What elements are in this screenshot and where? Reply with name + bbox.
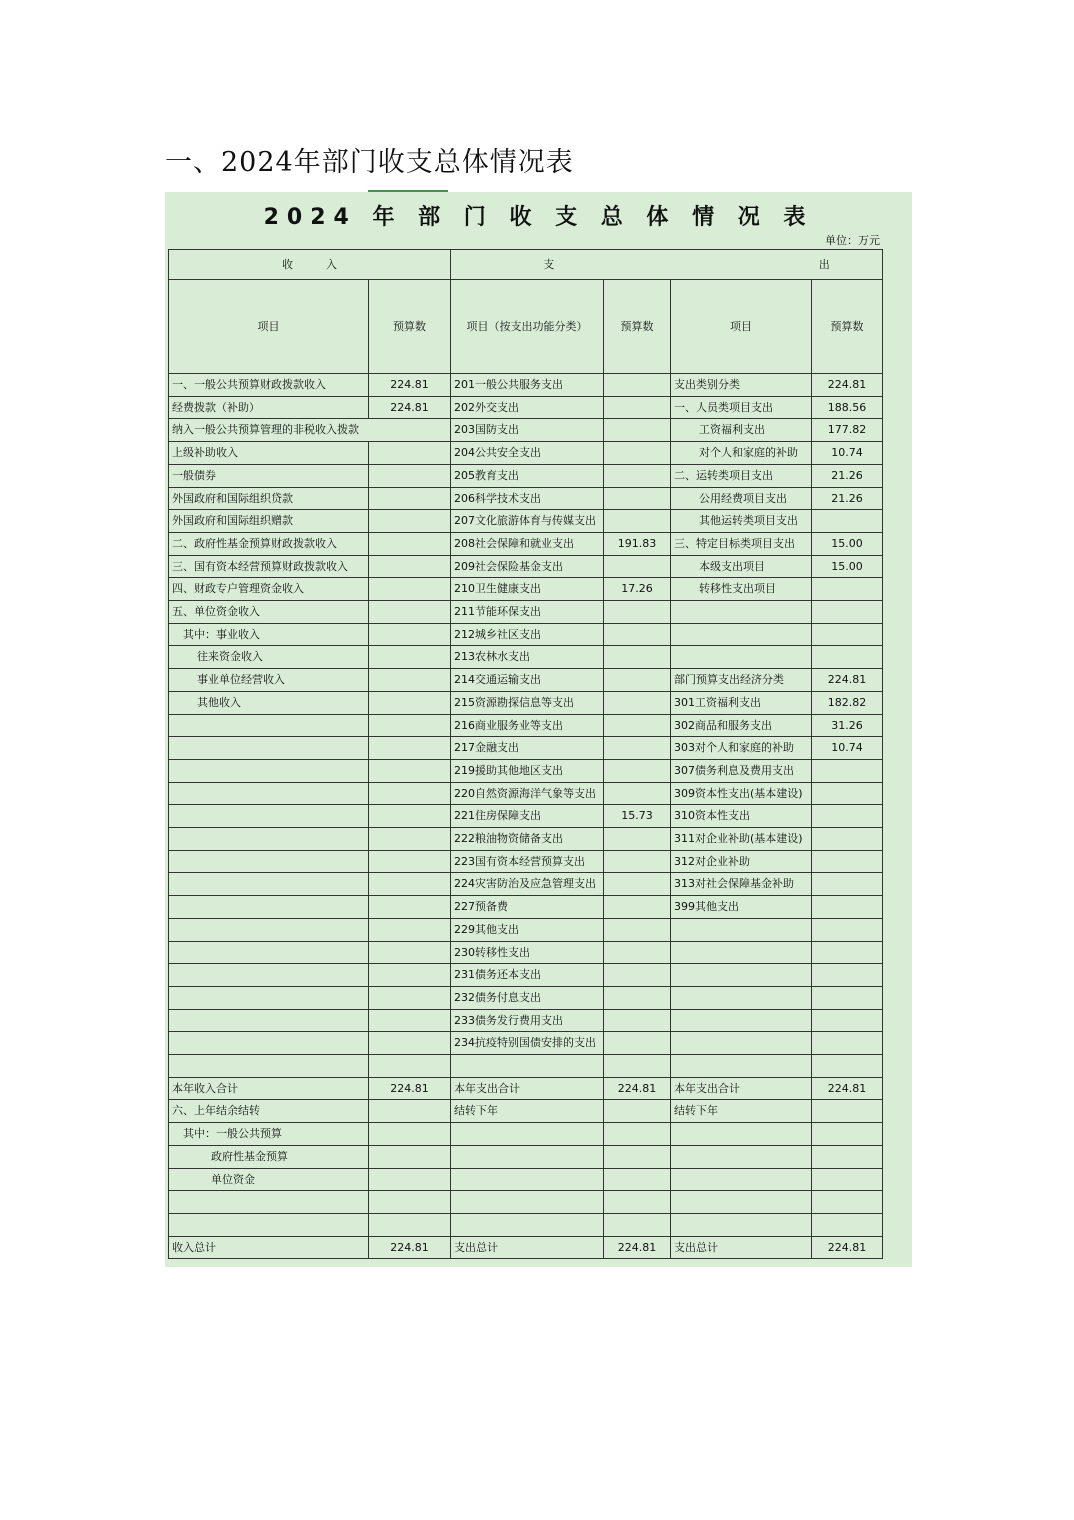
- budget-sheet: [165, 192, 912, 1267]
- cell-item: [671, 1032, 812, 1055]
- cell-income-amount: [369, 1032, 451, 1055]
- cell-func-amount: [604, 374, 671, 397]
- table-row: [169, 986, 883, 1009]
- cell-item: 303对个人和家庭的补助: [671, 737, 812, 760]
- table-row: [169, 396, 883, 419]
- cell-func-item: [451, 1168, 604, 1191]
- cell-income-item: 六、上年结余结转: [169, 1100, 369, 1123]
- cell-income-item: 外国政府和国际组织赠款: [169, 510, 369, 533]
- cell-item: 本级支出项目: [671, 555, 812, 578]
- table-row: [169, 646, 883, 669]
- table-row: [169, 374, 883, 397]
- cell-func-amount: [604, 1145, 671, 1168]
- cell-income-amount: 224.81: [369, 396, 451, 419]
- cell-income-item: 纳入一般公共预算管理的非税收入拨款: [169, 419, 451, 442]
- table-row: [169, 1009, 883, 1032]
- cell-amount: [812, 601, 883, 624]
- cell-func-amount: [604, 986, 671, 1009]
- col-amount: 预算数: [812, 280, 883, 374]
- cell-func-amount: [604, 1032, 671, 1055]
- cell-func-amount: [604, 759, 671, 782]
- cell-income-item: 一、一般公共预算财政拨款收入: [169, 374, 369, 397]
- cell-func-item: 205教育支出: [451, 464, 604, 487]
- cell-income-item: [169, 759, 369, 782]
- cell-func-amount: [604, 623, 671, 646]
- cell-income-item: [169, 873, 369, 896]
- cell-func-item: 213农林水支出: [451, 646, 604, 669]
- cell-amount: [812, 964, 883, 987]
- cell-income-amount: [369, 669, 451, 692]
- table-row: [169, 1191, 883, 1214]
- cell-income-amount: [369, 918, 451, 941]
- cell-amount: 188.56: [812, 396, 883, 419]
- cell-income-amount: [369, 1191, 451, 1214]
- table-row: [169, 1213, 883, 1236]
- cell-func-item: 217金融支出: [451, 737, 604, 760]
- cell-amount: 224.81: [812, 1236, 883, 1259]
- table-row: [169, 691, 883, 714]
- table-row: [169, 1168, 883, 1191]
- table-row: [169, 578, 883, 601]
- cell-func-amount: [604, 1213, 671, 1236]
- cell-func-item: 234抗疫特别国债安排的支出: [451, 1032, 604, 1055]
- table-row: [169, 941, 883, 964]
- bottom-accent-line: [260, 1267, 460, 1269]
- cell-income-item: 本年收入合计: [169, 1077, 369, 1100]
- cell-amount: [812, 850, 883, 873]
- cell-func-item: 208社会保障和就业支出: [451, 532, 604, 555]
- cell-func-amount: [604, 669, 671, 692]
- col-income-amount: 预算数: [369, 280, 451, 374]
- cell-item: 一、人员类项目支出: [671, 396, 812, 419]
- cell-income-item: 三、国有资本经营预算财政拨款收入: [169, 555, 369, 578]
- cell-amount: [812, 1009, 883, 1032]
- table-row: [169, 532, 883, 555]
- cell-income-item: [169, 714, 369, 737]
- cell-income-item: 五、单位资金收入: [169, 601, 369, 624]
- cell-item: 313对社会保障基金补助: [671, 873, 812, 896]
- cell-item: 其他运转类项目支出: [671, 510, 812, 533]
- table-row: [169, 918, 883, 941]
- cell-income-amount: [369, 623, 451, 646]
- cell-income-item: 单位资金: [169, 1168, 369, 1191]
- cell-income-amount: [369, 555, 451, 578]
- cell-item: 二、运转类项目支出: [671, 464, 812, 487]
- cell-income-item: [169, 986, 369, 1009]
- cell-income-amount: [369, 714, 451, 737]
- cell-item: 部门预算支出经济分类: [671, 669, 812, 692]
- cell-income-amount: [369, 1123, 451, 1146]
- cell-income-amount: [369, 1009, 451, 1032]
- cell-income-item: [169, 828, 369, 851]
- cell-item: 支出总计: [671, 1236, 812, 1259]
- table-row: [169, 714, 883, 737]
- cell-func-item: 223国有资本经营预算支出: [451, 850, 604, 873]
- cell-func-item: 203国防支出: [451, 419, 604, 442]
- table-row: [169, 1032, 883, 1055]
- cell-income-amount: [369, 464, 451, 487]
- cell-amount: [812, 918, 883, 941]
- cell-amount: [812, 896, 883, 919]
- cell-income-amount: 224.81: [369, 1236, 451, 1259]
- cell-item: 工资福利支出: [671, 419, 812, 442]
- cell-income-amount: [369, 691, 451, 714]
- cell-item: 本年支出合计: [671, 1077, 812, 1100]
- table-row: [169, 464, 883, 487]
- cell-income-amount: [369, 442, 451, 465]
- cell-item: 309资本性支出(基本建设): [671, 782, 812, 805]
- cell-amount: [812, 1123, 883, 1146]
- unit-label: 单位：万元: [825, 234, 880, 247]
- cell-income-item: 往来资金收入: [169, 646, 369, 669]
- cell-func-amount: [604, 691, 671, 714]
- cell-amount: [812, 986, 883, 1009]
- cell-income-item: [169, 782, 369, 805]
- cell-amount: 224.81: [812, 1077, 883, 1100]
- cell-func-item: 本年支出合计: [451, 1077, 604, 1100]
- cell-item: 399其他支出: [671, 896, 812, 919]
- cell-func-item: 209社会保险基金支出: [451, 555, 604, 578]
- cell-income-amount: [369, 1055, 451, 1078]
- cell-income-amount: [369, 510, 451, 533]
- cell-income-item: 二、政府性基金预算财政拨款收入: [169, 532, 369, 555]
- cell-income-amount: [369, 1213, 451, 1236]
- cell-income-amount: [369, 487, 451, 510]
- cell-amount: 15.00: [812, 555, 883, 578]
- cell-income-item: [169, 1055, 369, 1078]
- cell-item: 312对企业补助: [671, 850, 812, 873]
- cell-income-amount: 224.81: [369, 1077, 451, 1100]
- cell-income-item: [169, 941, 369, 964]
- cell-amount: 182.82: [812, 691, 883, 714]
- cell-amount: [812, 623, 883, 646]
- cell-func-item: [451, 1191, 604, 1214]
- cell-func-item: 206科学技术支出: [451, 487, 604, 510]
- cell-amount: 21.26: [812, 464, 883, 487]
- table-row: [169, 487, 883, 510]
- title-accent-line: [368, 190, 448, 192]
- cell-func-amount: 17.26: [604, 578, 671, 601]
- cell-item: 301工资福利支出: [671, 691, 812, 714]
- header-expense-right: 出: [818, 257, 830, 271]
- table-row: [169, 1145, 883, 1168]
- cell-income-amount: 224.81: [369, 374, 451, 397]
- table-row: [169, 555, 883, 578]
- cell-func-item: 支出总计: [451, 1236, 604, 1259]
- cell-func-item: 220自然资源海洋气象等支出: [451, 782, 604, 805]
- cell-amount: 224.81: [812, 669, 883, 692]
- header-row-group: [169, 250, 883, 280]
- cell-amount: [812, 1191, 883, 1214]
- cell-income-item: 四、财政专户管理资金收入: [169, 578, 369, 601]
- cell-income-item: 一般债券: [169, 464, 369, 487]
- cell-func-item: 219援助其他地区支出: [451, 759, 604, 782]
- cell-income-item: 事业单位经营收入: [169, 669, 369, 692]
- table-row: [169, 1236, 883, 1259]
- cell-func-amount: [604, 941, 671, 964]
- cell-item: [671, 964, 812, 987]
- cell-income-amount: [369, 873, 451, 896]
- table-row: [169, 964, 883, 987]
- cell-amount: 15.00: [812, 532, 883, 555]
- cell-income-amount: [369, 1168, 451, 1191]
- cell-func-amount: [604, 487, 671, 510]
- cell-income-item: 外国政府和国际组织贷款: [169, 487, 369, 510]
- cell-func-item: 233债务发行费用支出: [451, 1009, 604, 1032]
- cell-income-item: 经费拨款（补助）: [169, 396, 369, 419]
- cell-amount: [812, 1032, 883, 1055]
- cell-item: [671, 986, 812, 1009]
- cell-income-item: [169, 737, 369, 760]
- cell-func-amount: [604, 1055, 671, 1078]
- cell-income-item: 其他收入: [169, 691, 369, 714]
- cell-func-item: 212城乡社区支出: [451, 623, 604, 646]
- cell-item: [671, 1123, 812, 1146]
- cell-func-amount: [604, 1168, 671, 1191]
- cell-amount: 10.74: [812, 442, 883, 465]
- col-item: 项目: [671, 280, 812, 374]
- cell-income-item: 其中：事业收入: [169, 623, 369, 646]
- cell-item: [671, 1191, 812, 1214]
- cell-item: [671, 601, 812, 624]
- cell-func-amount: 224.81: [604, 1236, 671, 1259]
- cell-func-amount: [604, 714, 671, 737]
- cell-income-amount: [369, 737, 451, 760]
- table-row: [169, 759, 883, 782]
- cell-func-item: 207文化旅游体育与传媒支出: [451, 510, 604, 533]
- table-row: [169, 1077, 883, 1100]
- cell-income-amount: [369, 782, 451, 805]
- cell-income-amount: [369, 896, 451, 919]
- cell-item: [671, 918, 812, 941]
- cell-func-amount: 224.81: [604, 1077, 671, 1100]
- cell-func-item: 229其他支出: [451, 918, 604, 941]
- table-row: [169, 828, 883, 851]
- cell-func-amount: [604, 464, 671, 487]
- cell-func-amount: [604, 850, 671, 873]
- cell-func-item: 222粮油物资储备支出: [451, 828, 604, 851]
- cell-func-amount: [604, 646, 671, 669]
- cell-amount: [812, 941, 883, 964]
- cell-income-amount: [369, 601, 451, 624]
- cell-income-item: [169, 896, 369, 919]
- table-row: [169, 782, 883, 805]
- cell-func-amount: [604, 396, 671, 419]
- table-row: [169, 1100, 883, 1123]
- cell-func-amount: [604, 1100, 671, 1123]
- cell-func-item: [451, 1055, 604, 1078]
- header-income: 收 入: [169, 250, 451, 280]
- cell-func-amount: [604, 737, 671, 760]
- cell-income-item: 政府性基金预算: [169, 1145, 369, 1168]
- cell-func-amount: [604, 555, 671, 578]
- cell-income-amount: [369, 532, 451, 555]
- cell-income-amount: [369, 805, 451, 828]
- cell-func-amount: 15.73: [604, 805, 671, 828]
- sheet-title: 2024 年 部 门 收 支 总 体 情 况 表: [263, 205, 814, 230]
- table-row: [169, 873, 883, 896]
- cell-amount: [812, 1055, 883, 1078]
- cell-func-item: 221住房保障支出: [451, 805, 604, 828]
- cell-item: [671, 941, 812, 964]
- cell-amount: [812, 873, 883, 896]
- cell-func-item: 211节能环保支出: [451, 601, 604, 624]
- cell-func-item: [451, 1213, 604, 1236]
- cell-amount: [812, 1145, 883, 1168]
- cell-func-amount: [604, 1191, 671, 1214]
- page-heading: 一、2024年部门收支总体情况表: [165, 147, 574, 178]
- table-row: [169, 419, 883, 442]
- cell-func-item: 204公共安全支出: [451, 442, 604, 465]
- col-func-amount: 预算数: [604, 280, 671, 374]
- cell-income-item: [169, 1009, 369, 1032]
- cell-func-amount: [604, 1009, 671, 1032]
- cell-item: [671, 1009, 812, 1032]
- cell-amount: 31.26: [812, 714, 883, 737]
- cell-amount: [812, 510, 883, 533]
- cell-item: 转移性支出项目: [671, 578, 812, 601]
- cell-func-amount: [604, 782, 671, 805]
- cell-func-item: 202外交支出: [451, 396, 604, 419]
- table-row: [169, 442, 883, 465]
- col-func-item: 项目（按支出功能分类）: [451, 280, 604, 374]
- table-row: [169, 623, 883, 646]
- cell-item: [671, 1145, 812, 1168]
- cell-item: [671, 1213, 812, 1236]
- cell-amount: [812, 1213, 883, 1236]
- cell-item: 310资本性支出: [671, 805, 812, 828]
- cell-income-item: [169, 850, 369, 873]
- cell-item: [671, 1055, 812, 1078]
- cell-income-item: 其中：一般公共预算: [169, 1123, 369, 1146]
- cell-amount: [812, 828, 883, 851]
- cell-func-item: 215资源勘探信息等支出: [451, 691, 604, 714]
- cell-func-amount: [604, 442, 671, 465]
- budget-table: [168, 249, 883, 1259]
- cell-item: 对个人和家庭的补助: [671, 442, 812, 465]
- cell-amount: [812, 1100, 883, 1123]
- cell-func-item: 结转下年: [451, 1100, 604, 1123]
- cell-amount: [812, 578, 883, 601]
- cell-func-item: 231债务还本支出: [451, 964, 604, 987]
- cell-income-item: [169, 964, 369, 987]
- table-row: [169, 601, 883, 624]
- cell-item: [671, 1168, 812, 1191]
- cell-item: 311对企业补助(基本建设): [671, 828, 812, 851]
- cell-func-amount: [604, 1123, 671, 1146]
- cell-func-item: 232债务付息支出: [451, 986, 604, 1009]
- cell-amount: [812, 646, 883, 669]
- cell-item: 302商品和服务支出: [671, 714, 812, 737]
- cell-func-item: [451, 1123, 604, 1146]
- table-row: [169, 737, 883, 760]
- table-row: [169, 850, 883, 873]
- cell-income-item: [169, 1191, 369, 1214]
- table-row: [169, 1055, 883, 1078]
- table-row: [169, 1123, 883, 1146]
- cell-income-item: 上级补助收入: [169, 442, 369, 465]
- cell-func-item: 210卫生健康支出: [451, 578, 604, 601]
- cell-amount: [812, 759, 883, 782]
- col-income-item: 项目: [169, 280, 369, 374]
- cell-income-amount: [369, 828, 451, 851]
- table-row: [169, 510, 883, 533]
- cell-func-item: 214交通运输支出: [451, 669, 604, 692]
- cell-func-amount: [604, 828, 671, 851]
- cell-item: [671, 646, 812, 669]
- cell-income-amount: [369, 986, 451, 1009]
- cell-item: 支出类别分类: [671, 374, 812, 397]
- cell-income-item: [169, 918, 369, 941]
- cell-func-amount: 191.83: [604, 532, 671, 555]
- cell-func-amount: [604, 510, 671, 533]
- cell-amount: [812, 805, 883, 828]
- cell-func-amount: [604, 601, 671, 624]
- cell-amount: [812, 782, 883, 805]
- cell-func-amount: [604, 419, 671, 442]
- cell-income-amount: [369, 850, 451, 873]
- cell-amount: 10.74: [812, 737, 883, 760]
- cell-income-item: 收入总计: [169, 1236, 369, 1259]
- cell-func-item: 230转移性支出: [451, 941, 604, 964]
- header-row-columns: [169, 280, 883, 374]
- cell-income-item: [169, 805, 369, 828]
- cell-func-item: 227预备费: [451, 896, 604, 919]
- cell-income-amount: [369, 578, 451, 601]
- cell-amount: 21.26: [812, 487, 883, 510]
- cell-func-amount: [604, 896, 671, 919]
- cell-item: 公用经费项目支出: [671, 487, 812, 510]
- cell-income-amount: [369, 1145, 451, 1168]
- header-expense: [451, 250, 883, 280]
- cell-func-item: 201一般公共服务支出: [451, 374, 604, 397]
- cell-item: 307债务利息及费用支出: [671, 759, 812, 782]
- cell-item: [671, 623, 812, 646]
- cell-income-amount: [369, 964, 451, 987]
- cell-item: 三、特定目标类项目支出: [671, 532, 812, 555]
- cell-item: 结转下年: [671, 1100, 812, 1123]
- table-row: [169, 805, 883, 828]
- cell-func-item: 216商业服务业等支出: [451, 714, 604, 737]
- cell-income-item: [169, 1032, 369, 1055]
- cell-amount: 177.82: [812, 419, 883, 442]
- table-row: [169, 896, 883, 919]
- cell-func-amount: [604, 873, 671, 896]
- cell-income-amount: [369, 759, 451, 782]
- cell-income-item: [169, 1213, 369, 1236]
- cell-income-amount: [369, 1100, 451, 1123]
- cell-amount: [812, 1168, 883, 1191]
- cell-func-amount: [604, 964, 671, 987]
- cell-income-amount: [369, 941, 451, 964]
- cell-func-amount: [604, 918, 671, 941]
- table-row: [169, 669, 883, 692]
- cell-amount: 224.81: [812, 374, 883, 397]
- header-expense-left: 支: [543, 257, 555, 271]
- cell-func-item: 224灾害防治及应急管理支出: [451, 873, 604, 896]
- cell-income-amount: [369, 646, 451, 669]
- cell-func-item: [451, 1145, 604, 1168]
